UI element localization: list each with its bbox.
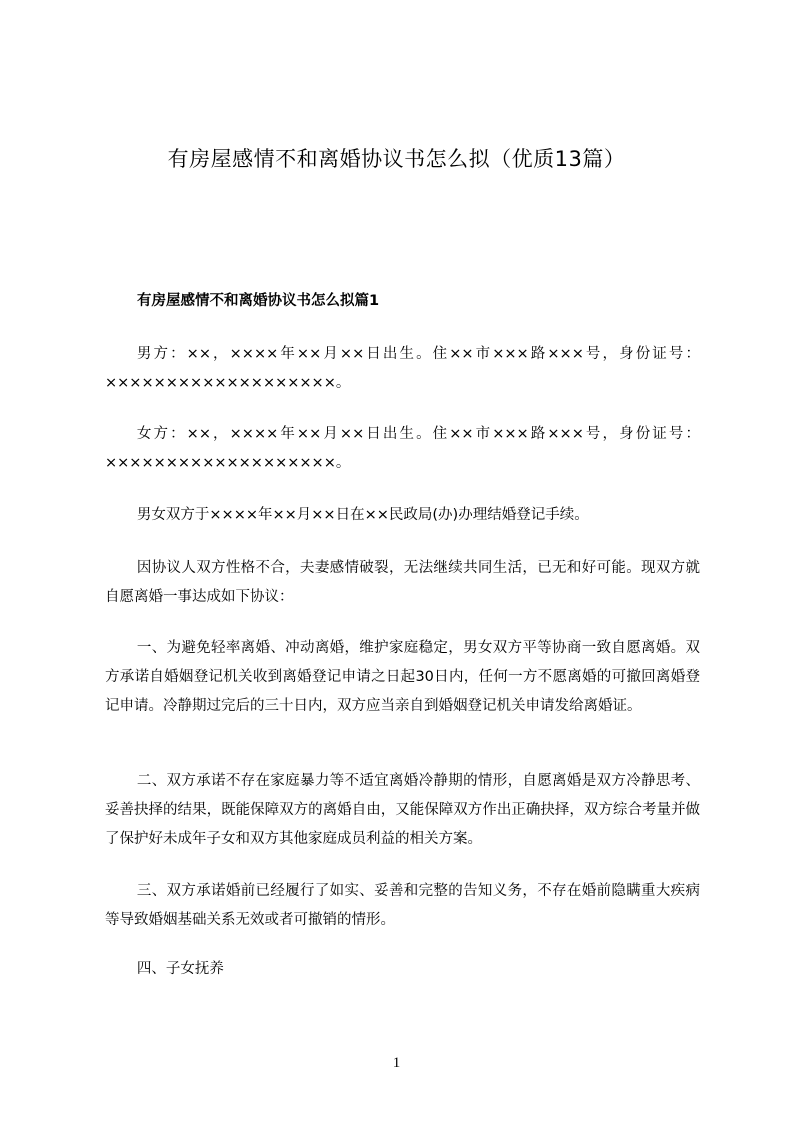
paragraph-clause-1: 一、为避免轻率离婚、冲动离婚，维护家庭稳定，男女双方平等协商一致自愿离婚。双方承诺自婚姻登记机关收到离婚登记申请之日起30日内，任何一方不愿离婚的可撤回离婚登记申请。冷静期过完后的三十日内，双方应当亲自到婚姻登记机关申请发给离婚证。 — [105, 640, 700, 714]
paragraph-divorce-reason: 因协议人双方性格不合，夫妻感情破裂，无法继续共同生活，已无和好可能。现双方就自愿离婚一事达成如下协议： — [105, 560, 700, 605]
section-heading: 有房屋感情不和离婚协议书怎么拟篇1 — [137, 293, 380, 309]
paragraph-husband-info: 男方：××，××××年××月××日出生。住××市×××路×××号，身份证号：×××××××××××××××××××。 — [105, 346, 700, 391]
paragraph-clause-2: 二、双方承诺不存在家庭暴力等不适宜离婚冷静期的情形，自愿离婚是双方冷静思考、妥善抉择的结果，既能保障双方的离婚自由，又能保障双方作出正确抉择，双方综合考量并做了保护好未成年子女和双方其他家庭成员利益的相关方案。 — [105, 773, 700, 847]
paragraph-marriage-registration: 男女双方于××××年××月××日在××民政局(办)办理结婚登记手续。 — [136, 507, 589, 523]
page-number: 1 — [392, 1055, 401, 1071]
paragraph-wife-info: 女方：××，××××年××月××日出生。住××市×××路×××号，身份证号：×××××××××××××××××××。 — [105, 426, 700, 471]
paragraph-clause-4-heading: 四、子女抚养 — [136, 961, 224, 977]
document-title: 有房屋感情不和离婚协议书怎么拟（优质13篇） — [167, 147, 626, 171]
paragraph-clause-3: 三、双方承诺婚前已经履行了如实、妥善和完整的告知义务，不存在婚前隐瞒重大疾病等导致婚姻基础关系无效或者可撤销的情形。 — [105, 883, 700, 928]
